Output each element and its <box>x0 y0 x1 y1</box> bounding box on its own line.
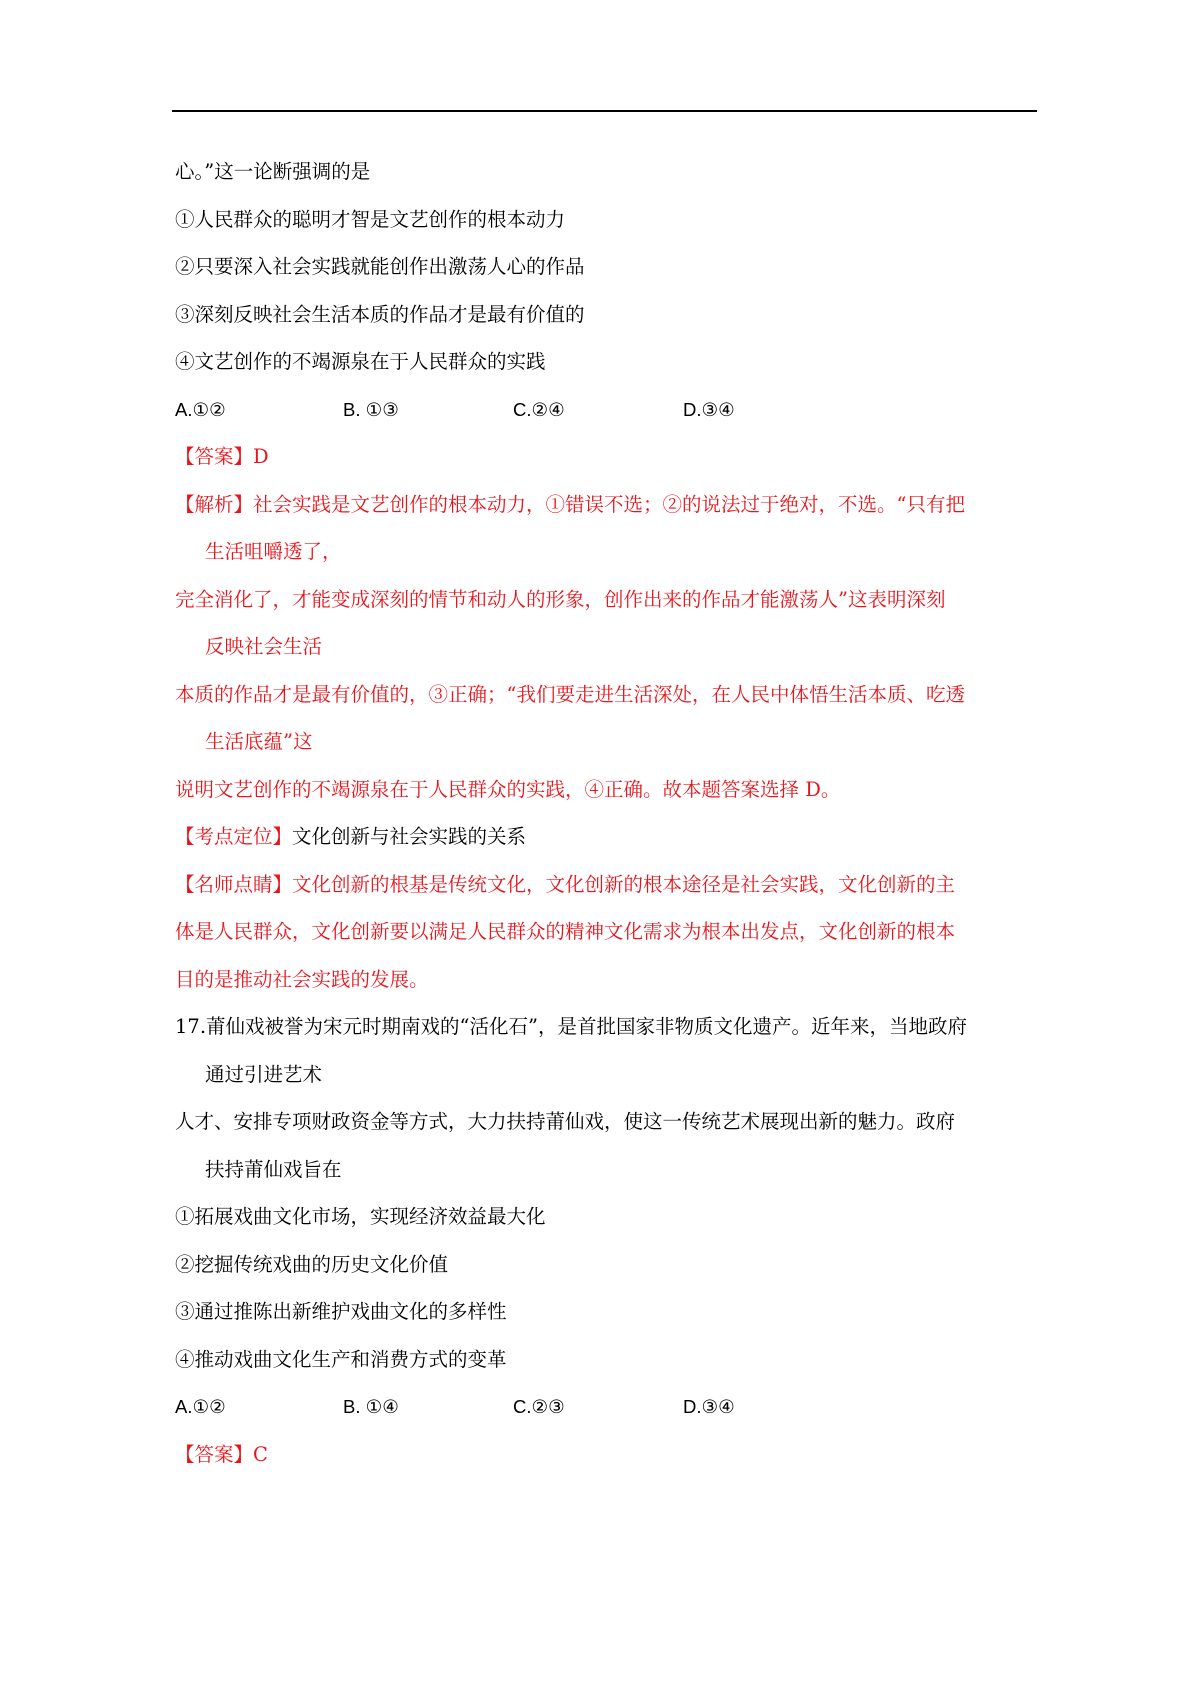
page-content <box>175 148 1037 1478</box>
q16-statement-4: ④文艺创作的不竭源泉在于人民群众的实践 <box>175 350 546 373</box>
q16-analysis-line-7: 说明文艺创作的不竭源泉在于人民群众的实践，④正确。故本题答案选择 D。 <box>175 777 841 801</box>
q17-options <box>175 1383 1037 1431</box>
q17-stem-line-1: 17.莆仙戏被誉为宋元时期南戏的“活化石”，是首批国家非物质文化遗产。近年来，当地政府 <box>175 1015 967 1038</box>
q16-analysis-line-5: 本质的作品才是最有价值的，③正确；“我们要走进生活深处，在人民中体悟生活本质、吃透 <box>175 682 965 706</box>
q16-stem-tail: 心。”这一论断强调的是 <box>175 160 371 183</box>
q16-analysis-line-6: 生活底蕴”这 <box>205 730 313 753</box>
q16-tips-line-3: 目的是推动社会实践的发展。 <box>175 967 429 991</box>
q17-option-d: D.③④ <box>683 1396 735 1417</box>
q16-tips-line-1: 【名师点睛】文化创新的根基是传统文化，文化创新的根本途径是社会实践，文化创新的主 <box>175 872 956 896</box>
q17-option-a: A.①② <box>175 1396 226 1417</box>
q17-statement-2: ②挖掘传统戏曲的历史文化价值 <box>175 1252 449 1276</box>
q16-answer: 【答案】D <box>175 445 269 468</box>
q17-statement-1: ①拓展戏曲文化市场，实现经济效益最大化 <box>175 1205 546 1228</box>
q16-option-b: B. ①③ <box>343 398 399 420</box>
q16-analysis-line-3: 完全消化了，才能变成深刻的情节和动人的形象，创作出来的作品才能激荡人”这表明深刻 <box>175 587 946 611</box>
header-rule <box>172 110 1037 112</box>
q16-option-c: C.②④ <box>513 398 565 420</box>
q16-topic-text: 文化创新与社会实践的关系 <box>292 825 527 848</box>
q16-tips-line-2: 体是人民群众，文化创新要以满足人民群众的精神文化需求为根本出发点，文化创新的根本 <box>175 920 956 943</box>
q16-topic-label: 【考点定位】 <box>175 825 293 848</box>
q16-options <box>175 386 1037 434</box>
q17-option-c: C.②③ <box>513 1396 565 1417</box>
q16-analysis-line-4: 反映社会生活 <box>205 635 323 658</box>
q17-statement-3: ③通过推陈出新维护戏曲文化的多样性 <box>175 1300 507 1323</box>
q16-topic <box>175 813 1037 861</box>
q17-option-b: B. ①④ <box>343 1396 399 1417</box>
q16-analysis-line-2: 生活咀嚼透了， <box>205 540 342 563</box>
q16-option-d: D.③④ <box>683 398 735 420</box>
q17-stem-line-2: 通过引进艺术 <box>205 1062 323 1086</box>
q17-statement-4: ④推动戏曲文化生产和消费方式的变革 <box>175 1347 507 1371</box>
q17-stem-line-4: 扶持莆仙戏旨在 <box>205 1157 342 1181</box>
q16-statement-1: ①人民群众的聪明才智是文艺创作的根本动力 <box>175 207 566 231</box>
q16-option-a: A.①② <box>175 398 226 420</box>
q16-statement-3: ③深刻反映社会生活本质的作品才是最有价值的 <box>175 302 585 326</box>
q17-answer: 【答案】C <box>175 1442 268 1466</box>
q17-stem-line-3: 人才、安排专项财政资金等方式，大力扶持莆仙戏，使这一传统艺术展现出新的魅力。政府 <box>175 1110 956 1133</box>
q16-statement-2: ②只要深入社会实践就能创作出激荡人心的作品 <box>175 255 585 278</box>
q16-analysis-line-1: 【解析】社会实践是文艺创作的根本动力，①错误不选；②的说法过于绝对，不选。“只有把 <box>175 492 965 516</box>
